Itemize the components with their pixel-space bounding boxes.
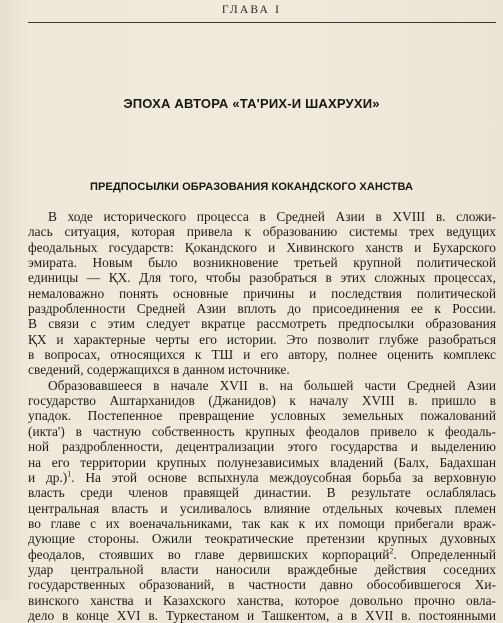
text-line: немаловажно понять основные причины и последствия политической: [28, 285, 496, 301]
text-line: (икта') в частную собственность крупных феодалов привело к феодаль-: [28, 423, 496, 439]
chapter-title: ЭПОХА АВТОРА «ТА'РИХ-И ШАХРУХИ»: [123, 96, 380, 111]
text-line-with-footnote: [28, 547, 496, 562]
text-line: ҚХ и характерные черты его истории. Это позволит глубже разобраться: [28, 331, 496, 347]
text-segment: феодалов, стоявших во главе дервишских корпораций: [28, 546, 390, 562]
running-head: ГЛАВА I: [221, 4, 282, 16]
text-segment: . На этой основе вспыхнула междоусобная борьба за верховную: [71, 469, 496, 485]
text-line: феодальных государств: Қокандского и Хивинского ханств и Бухарского: [28, 239, 496, 255]
text-line: во главе с их военачальниками, так как к их помощи прибегали враж-: [28, 515, 496, 531]
text-line: власть среди членов правящей династии. В результате ослаблялась: [28, 485, 496, 501]
footnote-marker: 1: [67, 469, 72, 479]
text-line: раздробленности Средней Азии вплоть до присоединения ее к России.: [28, 301, 496, 317]
text-segment: . Определенный: [393, 546, 496, 562]
text-segment: и др.): [28, 469, 68, 485]
text-line: государственных образований, в частности давно обособившегося Хи-: [28, 577, 496, 593]
text-line: государство Аштарханидов (Джанидов) к началу XVIII в. пришло в: [28, 393, 496, 409]
text-line: дующие стороны. Ожили теократические претензии крупных духовных: [28, 531, 496, 547]
text-line: единицы — ҚХ. Для того, чтобы разобраться в этих сложных процессах,: [28, 270, 496, 286]
text-line-with-footnote: [28, 470, 496, 485]
text-line: ной раздробленности, децентрализации этого государства и выделению: [28, 439, 496, 455]
text-line: упадок. Постепенное превращение условных земельных пожалований: [28, 408, 496, 424]
text-line: лась ситуация, которая привела к образованию системы трех ведущих: [28, 224, 496, 240]
text-line: дело в конце XVI в. Туркестаном и Ташкентом, а в XVII в. постоянными: [28, 607, 496, 623]
header-rule: [28, 22, 496, 23]
text-line: центральная власть и усиливалось влияние отдельных кочевых племен: [28, 500, 496, 516]
footnote-marker: 2: [389, 546, 394, 556]
text-line: удар центральной власти наносили враждебные действия соседних: [28, 561, 496, 577]
text-line: винского ханства и Казахского ханства, которое довольно прочно овла-: [28, 592, 496, 608]
text-line: В ходе исторического процесса в Средней Азии в XVIII в. сложи-: [48, 209, 496, 224]
text-line: на его территории крупных полунезависимых владений (Балх, Бадахшан: [28, 454, 496, 470]
text-line: эмирата. Новым было возникновение третьей крупной политической: [28, 255, 496, 271]
text-line: В связи с этим следует вкратце рассмотреть предпосылки образования: [28, 316, 496, 332]
section-title: ПРЕДПОСЫЛКИ ОБРАЗОВАНИЯ КОКАНДСКОГО ХАНСТВА: [89, 181, 414, 193]
text-line: сведений, содержащихся в данном источнике.: [28, 362, 290, 378]
text-line: Образовавшееся в начале XVII в. на большей части Средней Азии: [48, 377, 496, 393]
body-text: [28, 209, 496, 623]
text-line: в вопросах, относящихся к ТШ и его автору, полнее оценить комплекс: [28, 347, 496, 363]
